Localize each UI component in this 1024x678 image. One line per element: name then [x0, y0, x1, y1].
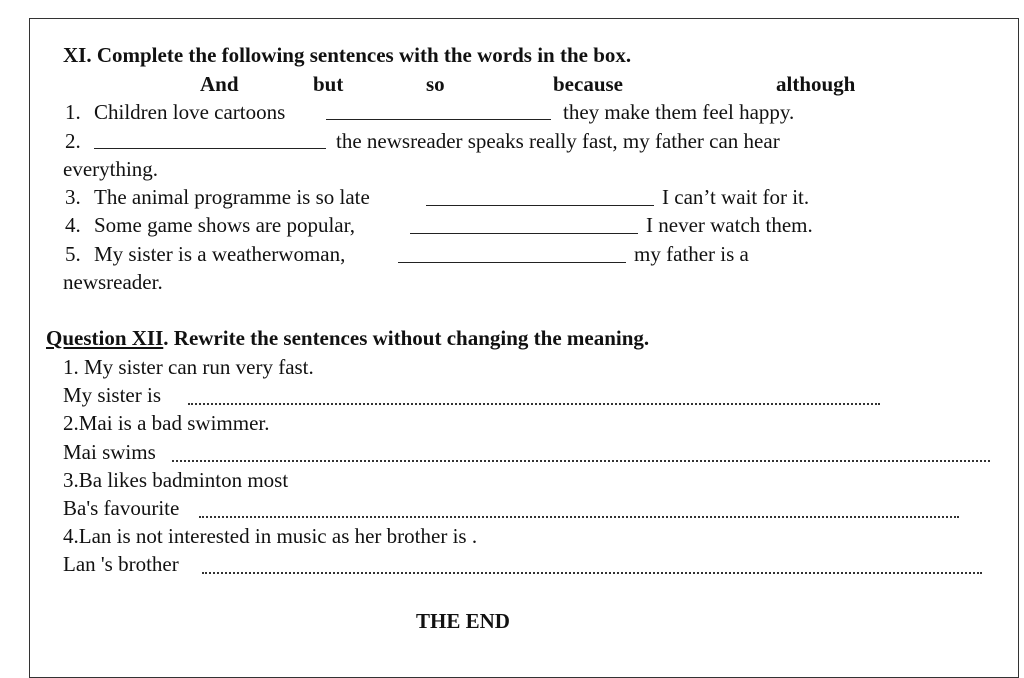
the-end-text: THE END — [416, 609, 510, 633]
xi-item-2-number: 2. — [65, 129, 81, 153]
xi-item-2-continuation: everything. — [63, 157, 159, 181]
xi-item-2-blank[interactable] — [94, 148, 326, 149]
xi-item-1-after: they make them feel happy. — [563, 100, 795, 124]
xi-item-5-continuation: newsreader. — [63, 270, 163, 294]
xi-item-4-number: 4. — [65, 213, 81, 237]
xi-item-1-before: Children love cartoons — [94, 100, 286, 124]
xii-item-3-starter: Ba's favourite — [63, 496, 180, 520]
xii-item-1-prompt: 1. My sister can run very fast. — [63, 355, 314, 379]
xii-item-1-starter: My sister is — [63, 383, 162, 407]
word-box-although: although — [776, 72, 856, 96]
xi-item-5-before: My sister is a weatherwoman, — [94, 242, 346, 266]
section-xii-title-rest: . Rewrite the sentences without changing the meaning. — [163, 326, 650, 350]
xi-item-4-after: I never watch them. — [646, 213, 813, 237]
xii-item-3-prompt: 3.Ba likes badminton most — [63, 468, 289, 492]
xii-item-3-answer-line[interactable] — [199, 516, 959, 518]
xi-item-3-blank[interactable] — [426, 205, 654, 206]
xii-item-2-answer-line[interactable] — [172, 460, 990, 462]
xi-item-3-before: The animal programme is so late — [94, 185, 370, 209]
word-box-but: but — [313, 72, 344, 96]
word-box-and: And — [200, 72, 239, 96]
xii-item-4-starter: Lan 's brother — [63, 552, 179, 576]
xi-item-5-after: my father is a — [634, 242, 749, 266]
xi-item-1-blank[interactable] — [326, 119, 551, 120]
xi-item-5-number: 5. — [65, 242, 81, 266]
xii-item-2-starter: Mai swims — [63, 440, 156, 464]
section-xi-title: XI. Complete the following sentences with the words in the box. — [63, 43, 632, 67]
section-xii-title — [46, 325, 649, 351]
xi-item-3-after: I can’t wait for it. — [662, 185, 810, 209]
xi-item-1-number: 1. — [65, 100, 81, 124]
xii-item-4-answer-line[interactable] — [202, 572, 982, 574]
xi-item-4-blank[interactable] — [410, 233, 638, 234]
section-xii-title-prefix: Question XII — [46, 326, 164, 350]
xi-item-2-after: the newsreader speaks really fast, my father can hear — [336, 129, 780, 153]
word-box-because: because — [553, 72, 623, 96]
xii-item-2-prompt: 2.Mai is a bad swimmer. — [63, 411, 270, 435]
xi-item-4-before: Some game shows are popular, — [94, 213, 356, 237]
xii-item-4-prompt: 4.Lan is not interested in music as her brother is . — [63, 524, 478, 548]
xii-item-1-answer-line[interactable] — [188, 403, 880, 405]
xi-item-5-blank[interactable] — [398, 262, 626, 263]
xi-item-3-number: 3. — [65, 185, 81, 209]
word-box-so: so — [426, 72, 445, 96]
